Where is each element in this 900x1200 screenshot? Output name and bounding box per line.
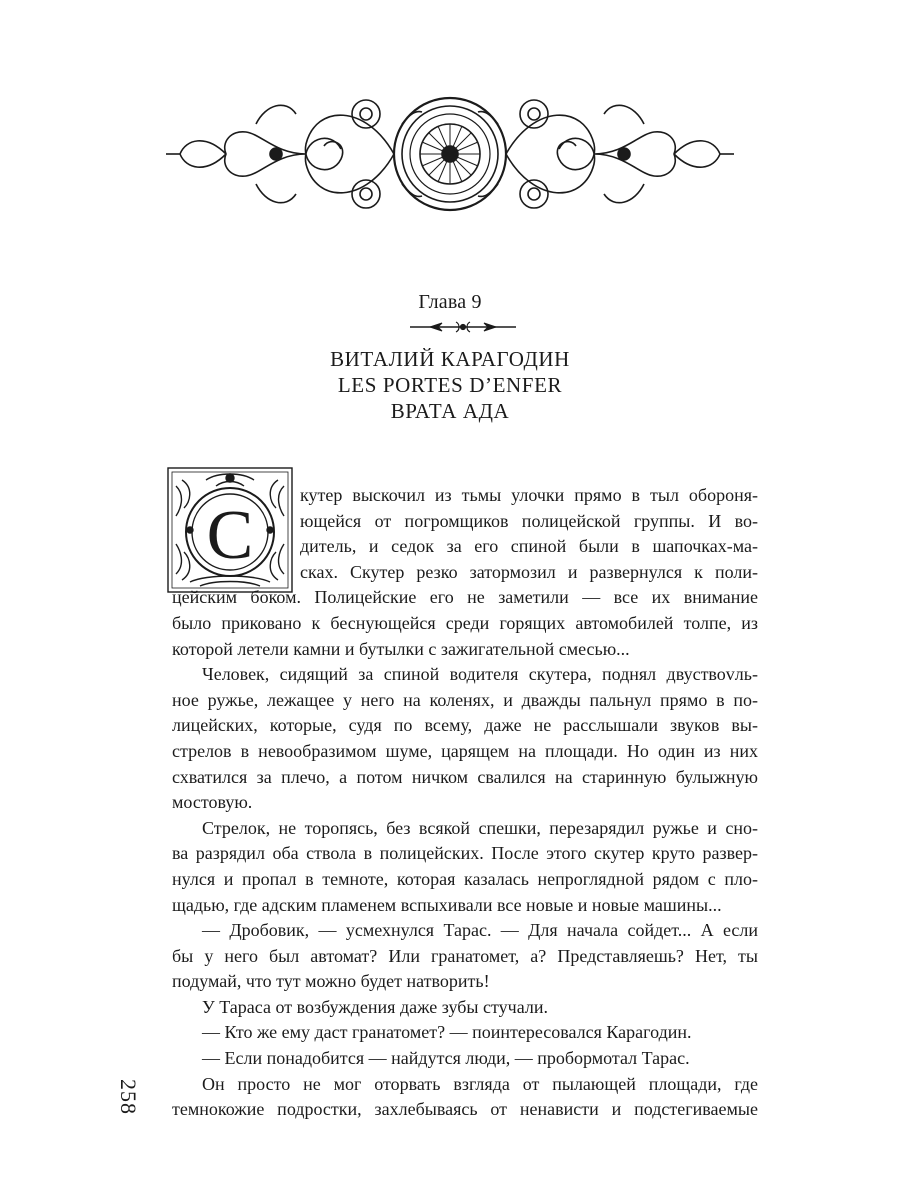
text-line: У Тараса от возбуждения даже зубы стучали. xyxy=(202,996,548,1017)
text-line: лицейских, которые, судя по всему, даже не расслышали звуков вы- xyxy=(172,715,758,736)
text-line: дитель, и седок за его спиной были в шапочках-ма- xyxy=(300,536,758,557)
text-line: которой летели камни и бутылки с зажигательной смесью... xyxy=(172,638,630,659)
chapter-divider-ornament xyxy=(408,320,518,334)
chapter-title-line: LES PORTES D’ENFER xyxy=(337,373,563,397)
text-line: схватился за плечо, а потом ничком свалился на старинную булыжную xyxy=(172,766,758,787)
text-line: нулся и пропал в темноте, которая казалась непроглядной рядом с пло- xyxy=(172,868,758,889)
chapter-title-line: ВИТАЛИЙ КАРАГОДИН xyxy=(330,347,570,371)
text-line: — Дробовик, — усмехнулся Тарас. — Для начала сойдет... А если xyxy=(202,920,758,941)
page-number: 258 xyxy=(116,1079,141,1115)
body-text xyxy=(172,483,758,1123)
text-line: — Если понадобится — найдутся люди, — пробормотал Тарас. xyxy=(202,1048,690,1069)
text-line: кутер выскочил из тьмы улочки прямо в тыл обороня- xyxy=(300,485,758,505)
text-line: подумай, что тут можно будет натворить! xyxy=(172,971,490,992)
text-line: сках. Скутер резко затормозил и развернулся к поли- xyxy=(300,561,758,582)
text-line: ющейся от погромщиков полицейской группы. И во- xyxy=(300,510,758,531)
text-line: цейским боком. Полицейские его не заметили — все их внимание xyxy=(172,587,758,608)
text-line: стрелов в невообразимом шуме, царящем на площади. Но один из них xyxy=(172,740,758,761)
text-line: щадью, где адским пламенем вспыхивали все новые и новые машины... xyxy=(172,894,722,915)
chapter-label: Глава 9 xyxy=(418,291,482,313)
chapter-title xyxy=(0,346,900,424)
text-line: ва разрядил оба ствола в полицейских. После этого скутер круто развер- xyxy=(172,843,758,864)
text-line: — Кто же ему даст гранатомет? — поинтересовался Карагодин. xyxy=(202,1022,692,1043)
text-line: было приковано к беснующейся среди горящих автомобилей толпе, из xyxy=(172,612,758,633)
text-line: Он просто не мог оторвать взгляда от пылающей площади, где xyxy=(202,1073,758,1094)
header-ornament xyxy=(166,84,734,224)
text-line: бы у него был автомат? Или гранатомет, а? Представляешь? Нет, ты xyxy=(172,945,758,966)
text-line: ное ружье, лежащее у него на коленях, и дважды пальнул прямо в по- xyxy=(172,689,758,710)
text-line: темнокожие подростки, захлебываясь от ненависти и подстегиваемые xyxy=(172,1099,758,1120)
dropcap-letter: С xyxy=(206,497,254,574)
text-line: мостовую. xyxy=(172,792,253,813)
text-line: Человек, сидящий за спиной водителя скутера, поднял двуствоvль- xyxy=(202,664,758,685)
text-line: Стрелок, не торопясь, без всякой спешки, перезарядил ружье и сно- xyxy=(202,817,758,838)
chapter-title-line: ВРАТА АДА xyxy=(390,399,510,423)
